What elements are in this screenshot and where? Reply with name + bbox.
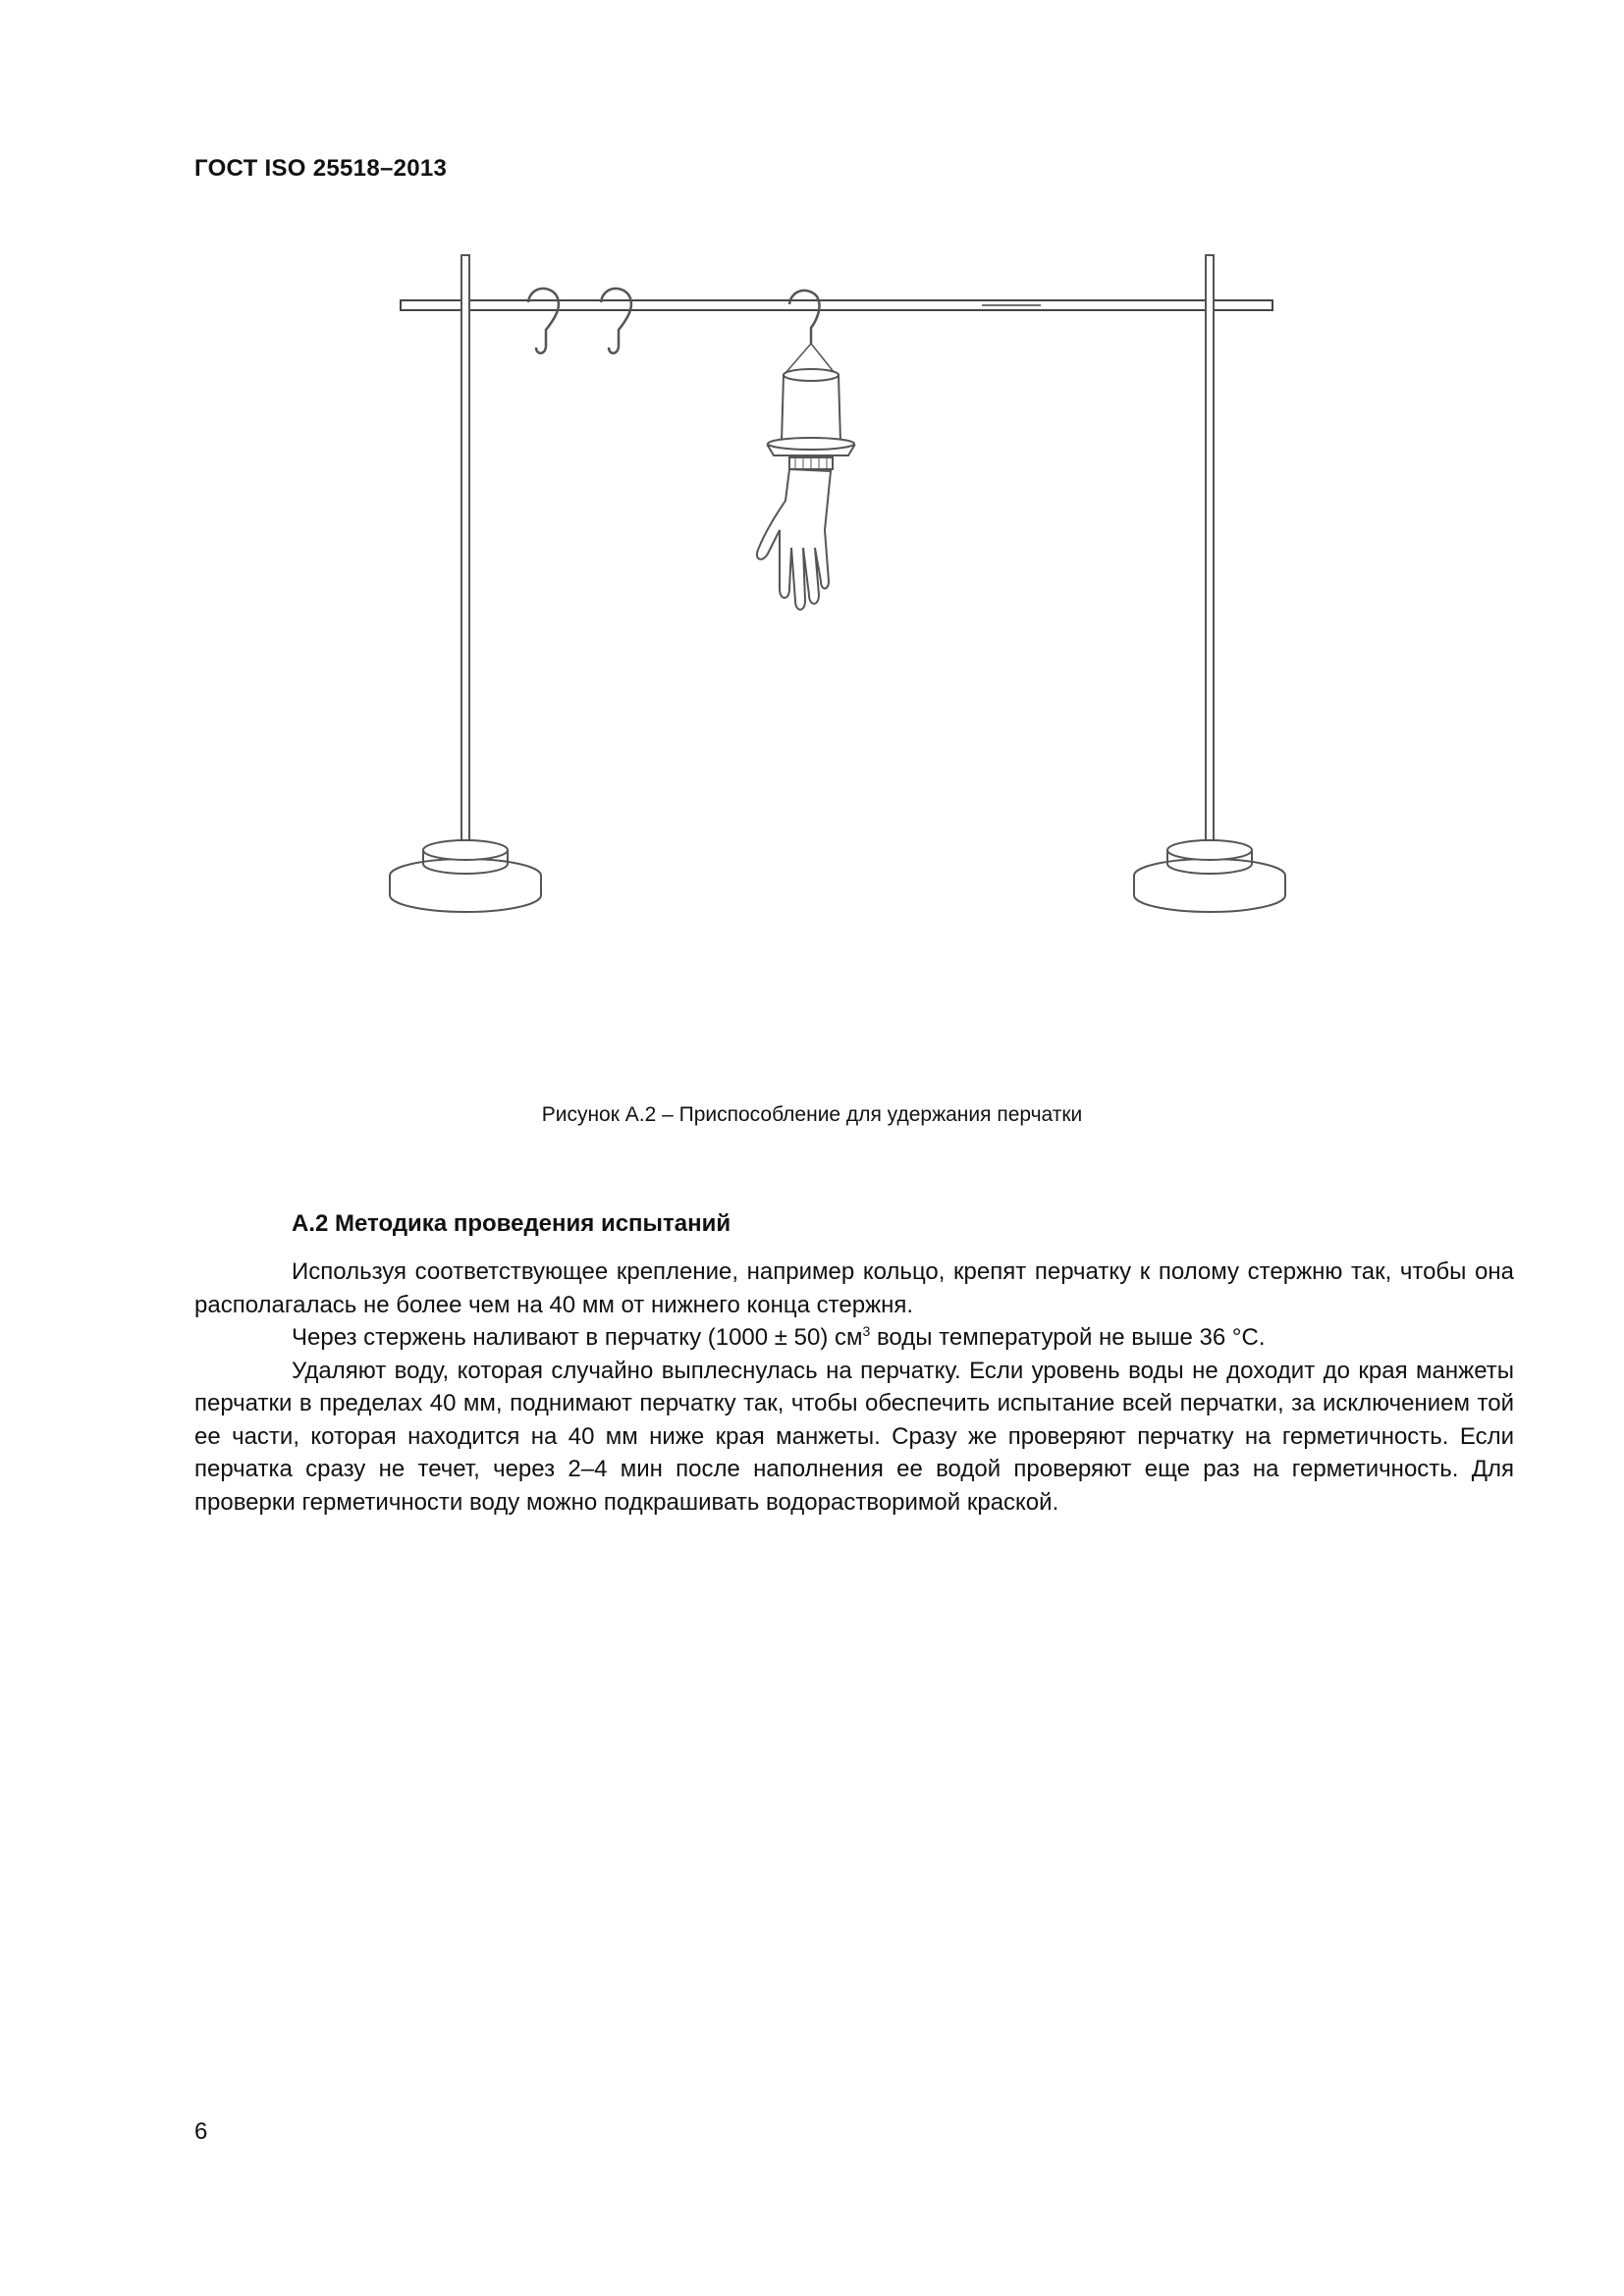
figure-caption: Рисунок А.2 – Приспособление для удержания перчатки — [541, 1103, 1083, 1126]
paragraph: Используя соответствующее крепление, например кольцо, крепят перчатку к полому стержню так, чтобы она располагалась не более чем на 40 мм от нижнего конца стержня. — [194, 1258, 1514, 1318]
page-number: 6 — [194, 2118, 208, 2145]
document-header: ГОСТ ISO 25518–2013 — [194, 155, 448, 182]
section-title: А.2 Методика проведения испытаний — [292, 1210, 731, 1237]
superscript: 3 — [862, 1323, 871, 1339]
paragraph-text: воды температурой не выше 36 °C. — [870, 1324, 1266, 1351]
section-body — [194, 1255, 1514, 1519]
paragraph-water-volume — [194, 1321, 1514, 1355]
paragraph-text: Через стержень наливают в перчатку (1000 ± 50) см — [292, 1324, 863, 1351]
paragraph: Удаляют воду, которая случайно выплеснулась на перчатку. Если уровень воды не доходит до края манжеты перчатки в пределах 40 мм, поднимают перчатку так, чтобы обеспечить испытание всей перчатки, за исключением той ее части, которая находится на 40 мм ниже края манжеты. Сразу же проверяют перчатку на герметичность. Если перчатка сразу не течет, через 2–4 мин после наполнения ее водой проверяют еще раз на герметичность. Для проверки герметичности воду можно подкрашивать водорастворимой краской. — [194, 1357, 1514, 1516]
glove-holder-stand-illustration — [373, 236, 1296, 923]
figure-glove-holder — [373, 236, 1296, 923]
